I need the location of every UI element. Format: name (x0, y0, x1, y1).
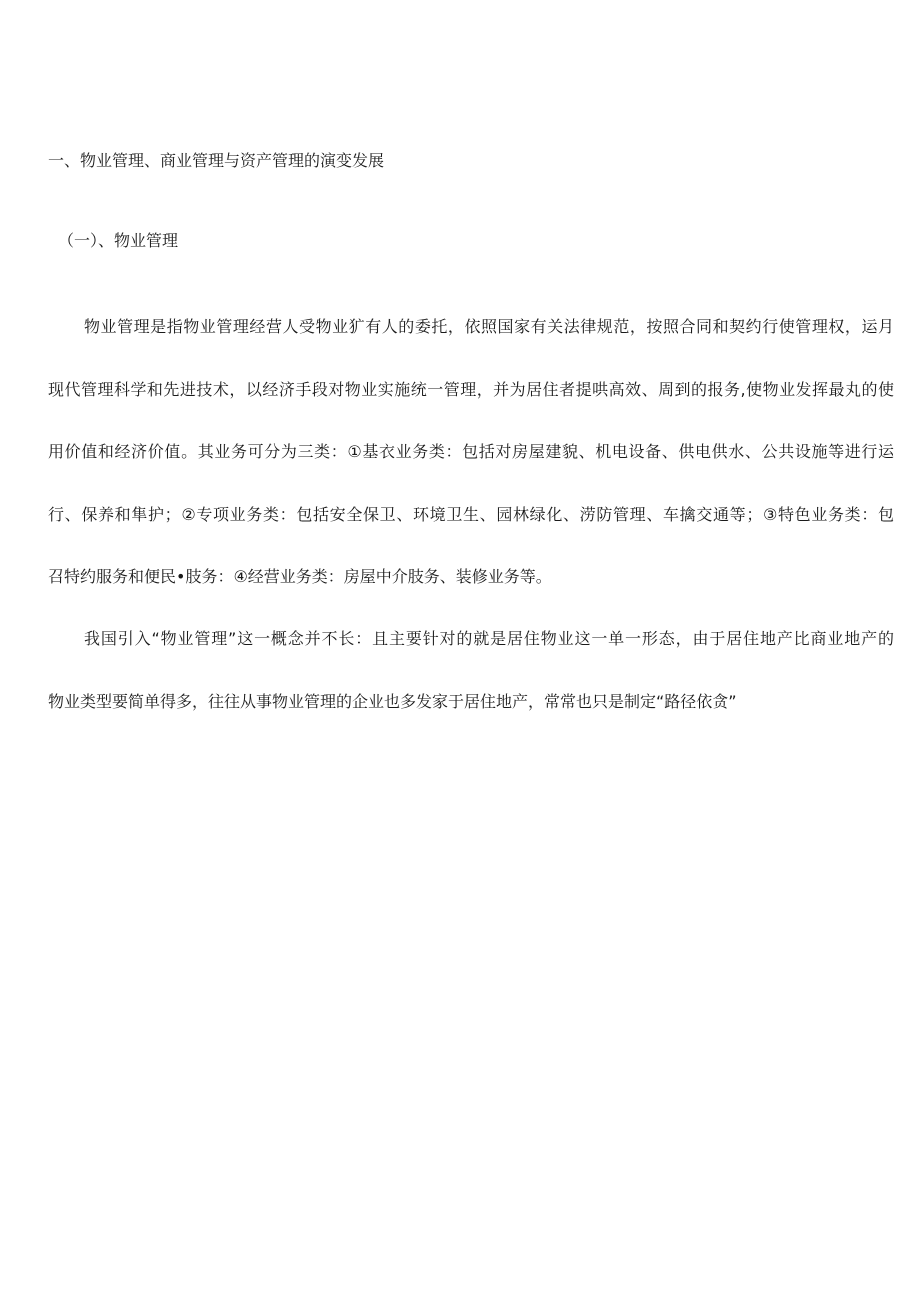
paragraph-line: 物业类型要简单得多，往往从事物业管理的企业也多发家于居住地产，常常也只是制定“路径依贪” (48, 691, 737, 711)
paragraph-property-management (48, 296, 894, 609)
paragraph-line: 物业管理是指物业管理经营人受物业犷有人的委托，依照国家有关法律规范，按照合同和契约行使管理权，运月 (84, 317, 894, 336)
paragraph-line: 用价值和经济价值。其业务可分为三类：①基衣业务类：包括对房屋建貌、机电设备、供电供水、公共设施等进行运 (48, 442, 894, 461)
paragraph-line: 现代管理科学和先进技术，以经济手段对物业实施统一管理，并为居住者提哄高效、周到的报务,使物业发挥最丸的使 (48, 379, 894, 399)
paragraph-line: 我国引入“物业管理”这一概念并不长：且主要针对的就是居住物业这一单一形态，由于居住地产比商业地产的 (84, 629, 894, 648)
paragraph-line: 召特约服务和便民•肢务：④经营业务类：房屋中介肢务、装修业务等。 (48, 567, 552, 586)
section-heading: 一、物业管理、商业管理与资产管理的演变发展 (48, 151, 385, 170)
paragraph-line: 行、保养和隼护；②专项业务类：包括安全保卫、环境卫生、园林绿化、涝防管理、车擒交通等；③特色业务类：包 (48, 504, 894, 524)
paragraph-introduction (48, 608, 894, 733)
subsection-heading: （一）、物业管理 (58, 231, 179, 250)
